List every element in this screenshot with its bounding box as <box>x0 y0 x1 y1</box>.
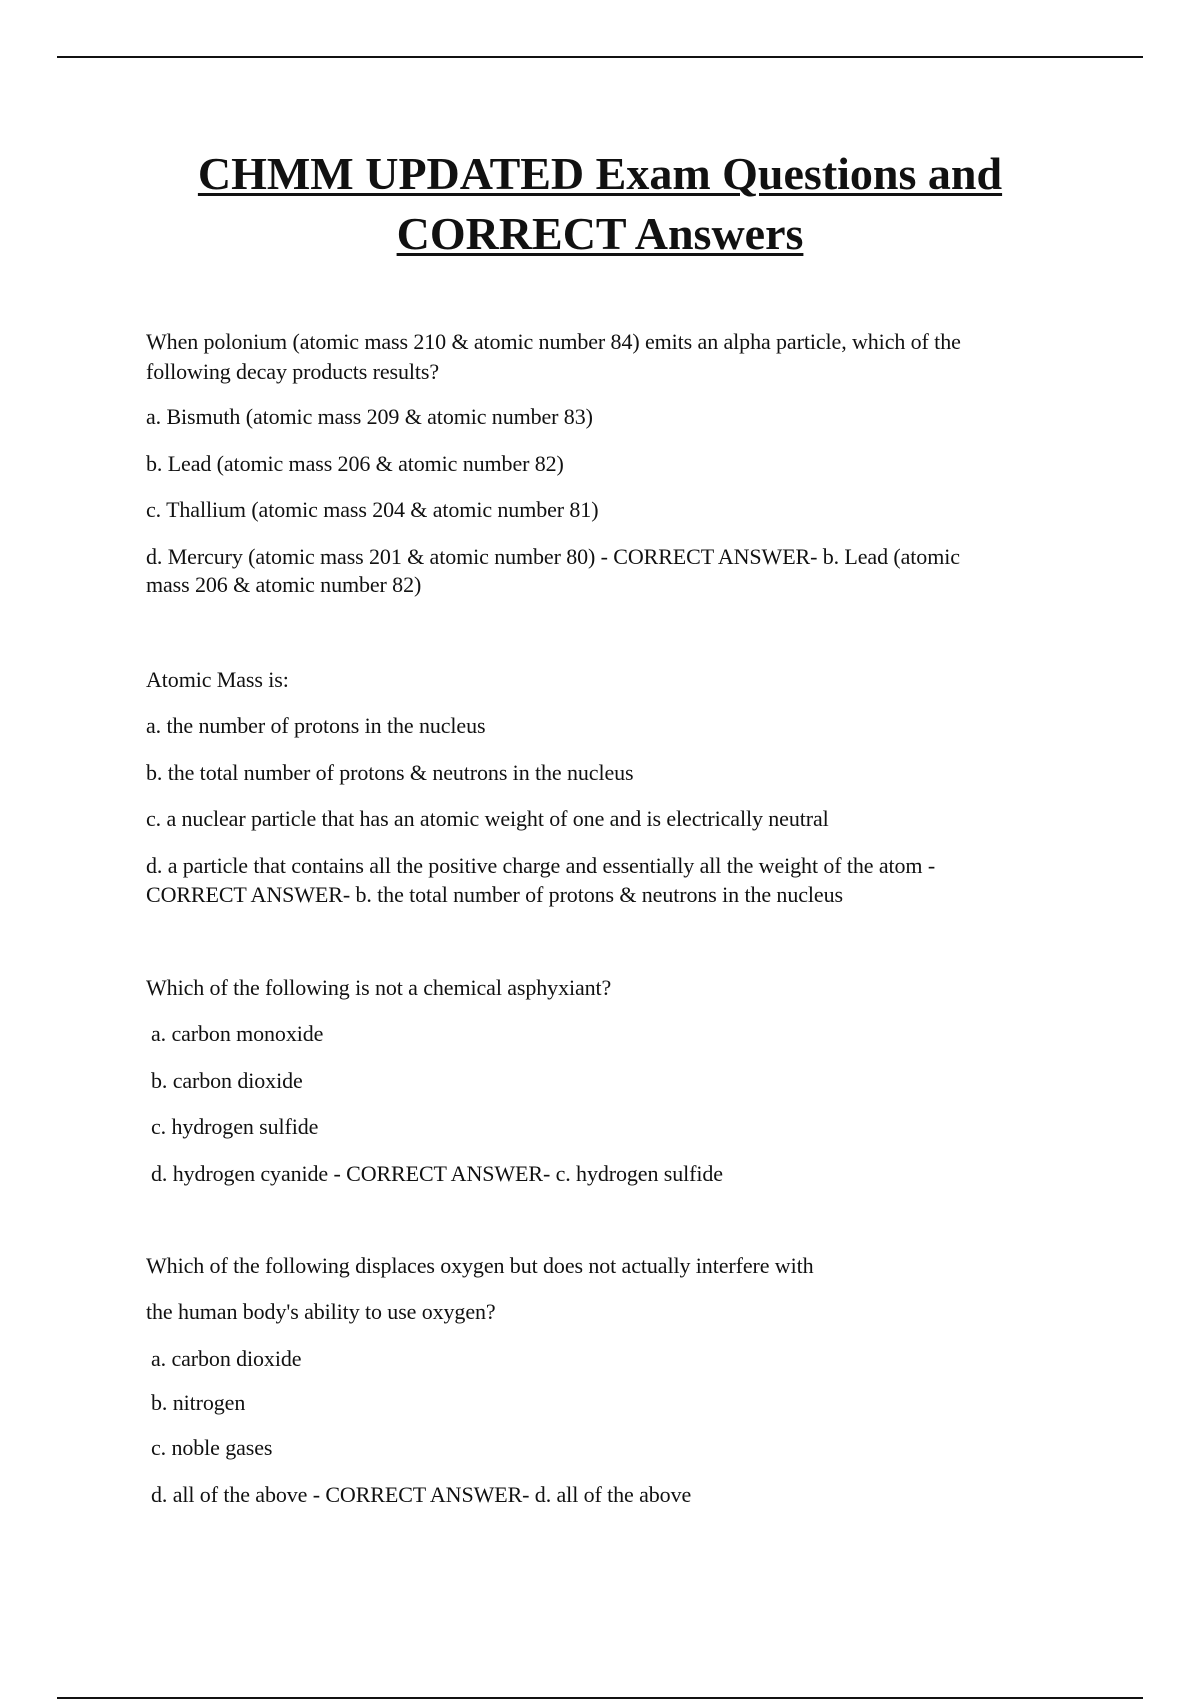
title-line-1: CHMM UPDATED Exam Questions and <box>197 148 1003 199</box>
question-1-option-d-line-1: d. Mercury (atomic mass 201 & atomic number 80) - CORRECT ANSWER- b. Lead (atomic <box>146 544 960 569</box>
question-1-option-b: b. Lead (atomic mass 206 & atomic number 82) <box>146 451 564 476</box>
question-4-option-b: b. nitrogen <box>151 1390 246 1415</box>
question-2-option-d-line-1: d. a particle that contains all the positive charge and essentially all the weight of the atom - <box>146 853 936 878</box>
question-4-option-d-line-1: d. all of the above - CORRECT ANSWER- d. all of the above <box>151 1482 692 1507</box>
page-title <box>0 144 1200 264</box>
question-4-text-line-1: Which of the following displaces oxygen but does not actually interfere with <box>146 1253 814 1278</box>
question-3-option-b: b. carbon dioxide <box>151 1068 303 1093</box>
bottom-rule <box>57 1697 1143 1699</box>
question-4-text-line-2: the human body's ability to use oxygen? <box>146 1299 496 1324</box>
question-1-option-c: c. Thallium (atomic mass 204 & atomic number 81) <box>146 497 599 522</box>
question-1-text-line-1: When polonium (atomic mass 210 & atomic number 84) emits an alpha particle, which of the <box>146 329 961 354</box>
top-rule <box>57 56 1143 58</box>
question-3-option-a: a. carbon monoxide <box>151 1021 324 1046</box>
question-3-text-line-1: Which of the following is not a chemical asphyxiant? <box>146 975 612 1000</box>
question-2-option-a: a. the number of protons in the nucleus <box>146 713 486 738</box>
question-4-option-a: a. carbon dioxide <box>151 1346 302 1371</box>
question-2-option-c: c. a nuclear particle that has an atomic weight of one and is electrically neutral <box>146 806 829 831</box>
title-line-2: CORRECT Answers <box>396 208 804 259</box>
question-3-option-c: c. hydrogen sulfide <box>151 1114 319 1139</box>
question-2-text-line-1: Atomic Mass is: <box>146 667 289 692</box>
question-3-option-d-line-1: d. hydrogen cyanide - CORRECT ANSWER- c. hydrogen sulfide <box>151 1161 723 1186</box>
question-1-option-a: a. Bismuth (atomic mass 209 & atomic number 83) <box>146 404 593 429</box>
question-2-option-d-line-2: CORRECT ANSWER- b. the total number of protons & neutrons in the nucleus <box>146 882 843 907</box>
question-1-text-line-2: following decay products results? <box>146 359 440 384</box>
question-4-option-c: c. noble gases <box>151 1435 273 1460</box>
question-2-option-b: b. the total number of protons & neutrons in the nucleus <box>146 760 634 785</box>
question-1-option-d-line-2: mass 206 & atomic number 82) <box>146 572 422 597</box>
